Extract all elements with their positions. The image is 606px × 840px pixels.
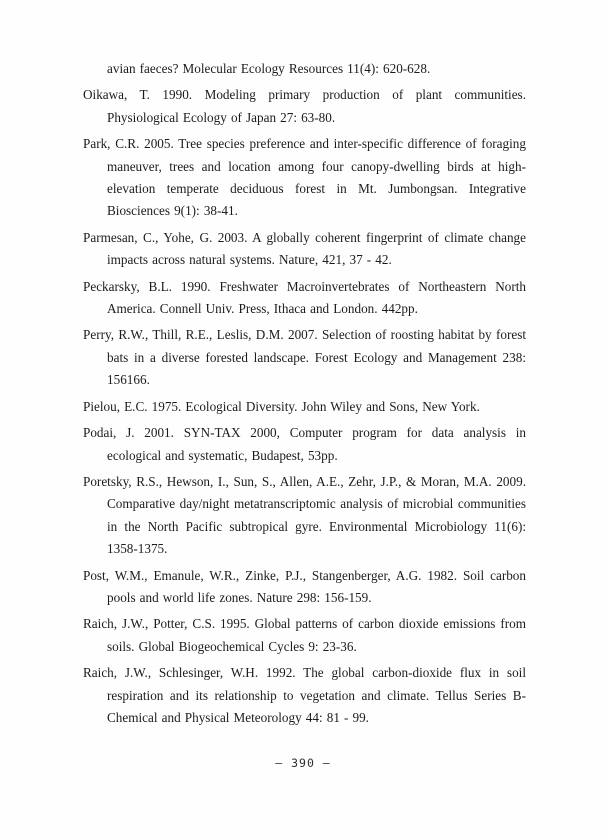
reference-entry: Oikawa, T. 1990. Modeling primary production of plant communities. Physiological Ecology of Japan 27: 63-80. <box>83 87 526 125</box>
reference-entry: avian faeces? Molecular Ecology Resources 11(4): 620-628. <box>107 61 431 76</box>
reference-entry: Perry, R.W., Thill, R.E., Leslis, D.M. 2007. Selection of roosting habitat by forest bats in a diverse forested landscape. Forest Ecology and Management 238: 156166. <box>83 327 526 388</box>
reference-entry: Raich, J.W., Schlesinger, W.H. 1992. The global carbon-dioxide flux in soil respiration and its relationship to vegetation and climate. Tellus Series B-Chemical and Physical Meteorology 44: 81 - 99. <box>83 665 526 725</box>
reference-entry: Peckarsky, B.L. 1990. Freshwater Macroinvertebrates of Northeastern North America. Connell Univ. Press, Ithaca and London. 442pp. <box>83 278 526 317</box>
reference-entry: Parmesan, C., Yohe, G. 2003. A globally coherent fingerprint of climate change impacts across natural systems. Nature, 421, 37 - 42. <box>83 229 526 268</box>
reference-entry: Pielou, E.C. 1975. Ecological Diversity. John Wiley and Sons, New York. <box>83 398 480 414</box>
reference-entry: Poretsky, R.S., Hewson, I., Sun, S., Allen, A.E., Zehr, J.P., & Moran, M.A. 2009. Comparative day/night metatranscriptomic analysis of microbial communities in the North Pacific subtropical gyre. Environmental Microbiology 11(6): 1358-1375. <box>83 473 526 557</box>
reference-entry: Park, C.R. 2005. Tree species preference and inter-specific difference of foraging maneuver, trees and location among four canopy-dwelling birds at high-elevation temperate deciduous forest in Mt. Jumbongsan. Integrative Biosciences 9(1): 38-41. <box>83 136 526 219</box>
page-number: – 390 – <box>275 756 331 770</box>
reference-entry: Podai, J. 2001. SYN-TAX 2000, Computer program for data analysis in ecological and systematic, Budapest, 53pp. <box>83 425 526 463</box>
reference-list <box>83 58 526 733</box>
reference-entry: Post, W.M., Emanule, W.R., Zinke, P.J., Stangenberger, A.G. 1982. Soil carbon pools and world life zones. Nature 298: 156-159. <box>83 567 526 605</box>
reference-entry: Raich, J.W., Potter, C.S. 1995. Global patterns of carbon dioxide emissions from soils. Global Biogeochemical Cycles 9: 23-36. <box>83 616 526 654</box>
